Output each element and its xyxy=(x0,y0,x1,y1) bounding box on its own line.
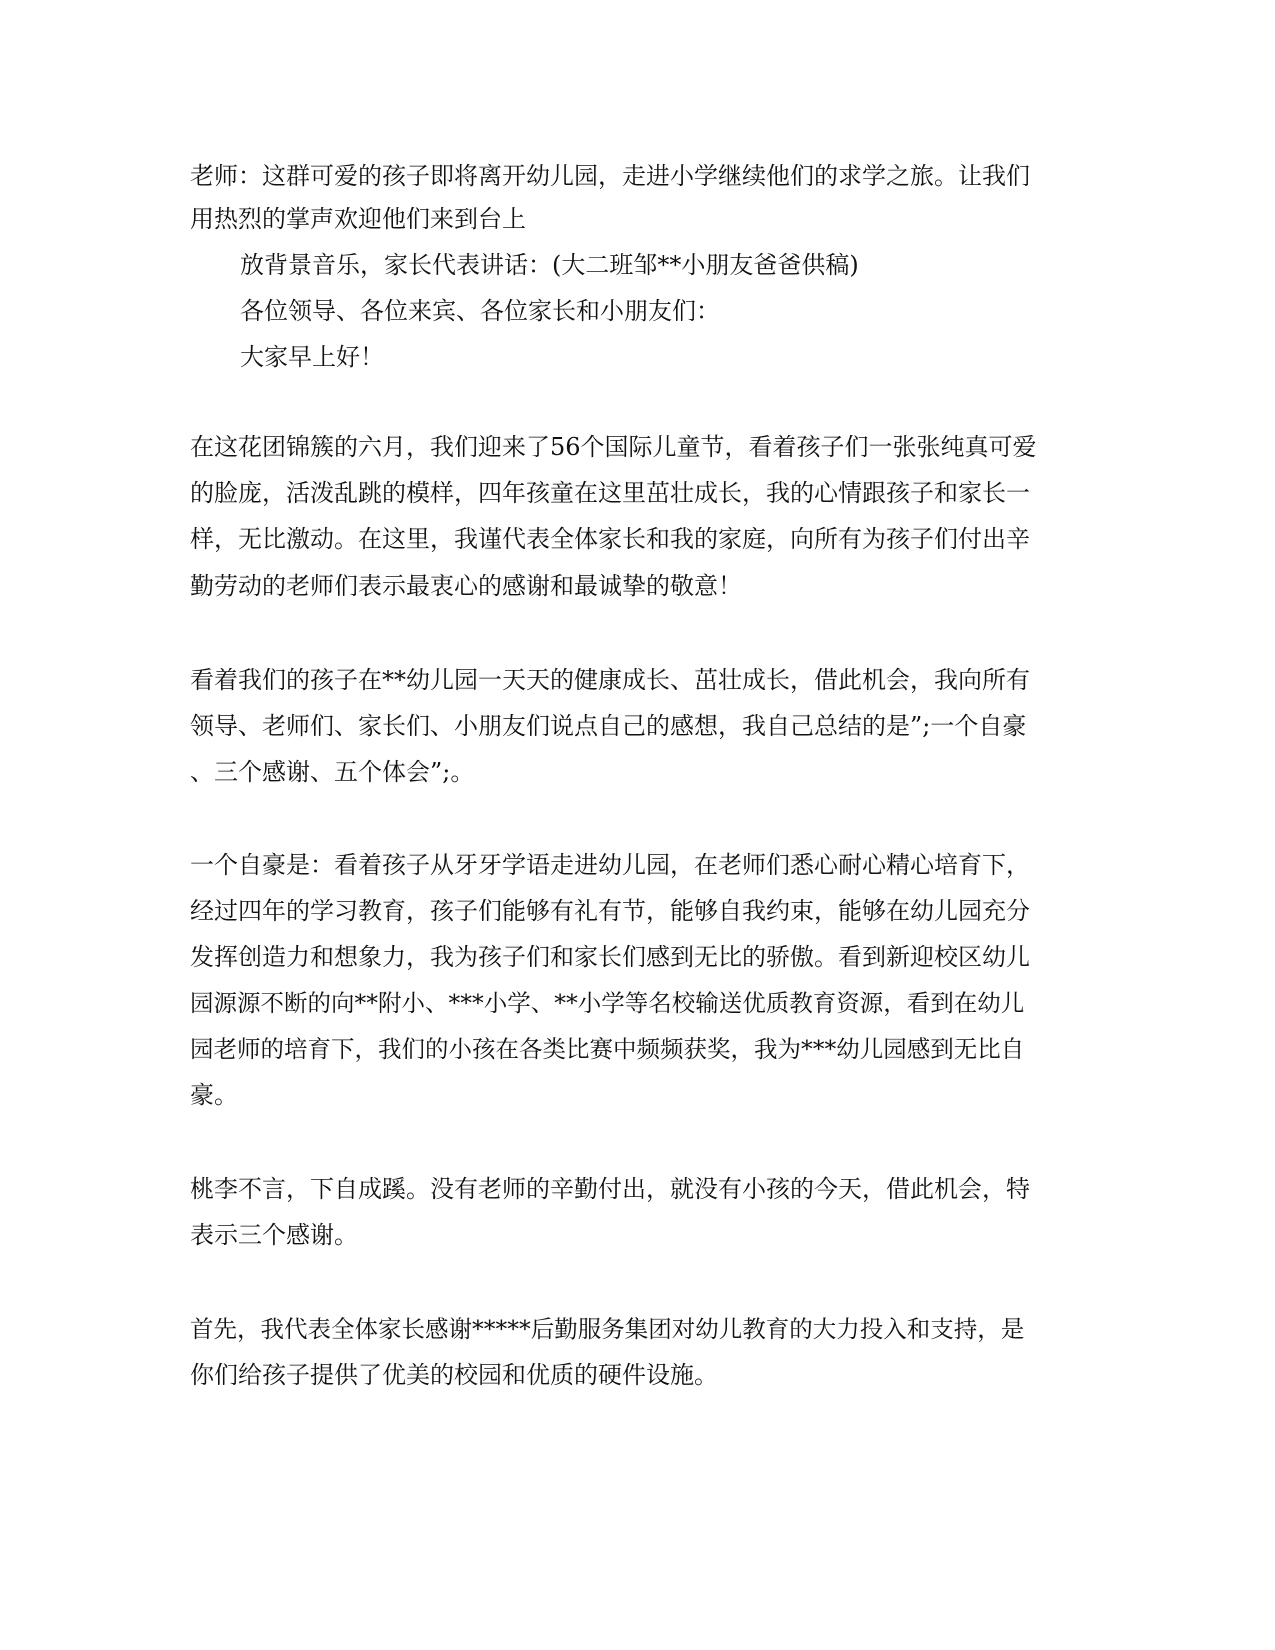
paragraph-line: 园源源不断的向**附小、***小学、**小学等名校输送优质教育资源，看到在幼儿 xyxy=(190,989,1025,1017)
paragraph-line: 首先，我代表全体家长感谢*****后勤服务集团对幼儿教育的大力投入和支持，是 xyxy=(190,1315,1025,1343)
paragraph-line: 领导、老师们、家长们、小朋友们说点自己的感想，我自己总结的是”;一个自豪 xyxy=(190,712,1027,740)
paragraph-line: 的脸庞，活泼乱跳的模样，四年孩童在这里茁壮成长，我的心情跟孩子和家长一 xyxy=(190,479,1030,507)
paragraph-line: 发挥创造力和想象力，我为孩子们和家长们感到无比的骄傲。看到新迎校区幼儿 xyxy=(190,943,1030,971)
paragraph-line: 一个自豪是：看着孩子从牙牙学语走进幼儿园，在老师们悉心耐心精心培育下， xyxy=(190,851,1030,879)
greeting: 大家早上好！ xyxy=(240,343,384,371)
paragraph-line: 看着我们的孩子在**幼儿园一天天的健康成长、茁壮成长，借此机会，我向所有 xyxy=(190,666,1030,694)
salutation: 各位领导、各位来宾、各位家长和小朋友们： xyxy=(240,297,720,325)
paragraph-line: 豪。 xyxy=(190,1081,238,1109)
intro-line: 老师：这群可爱的孩子即将离开幼儿园，走进小学继续他们的求学之旅。让我们 xyxy=(190,162,1030,190)
paragraph-line: 、三个感谢、五个体会”;。 xyxy=(190,758,475,786)
paragraph-line: 表示三个感谢。 xyxy=(190,1221,358,1249)
paragraph-line: 在这花团锦簇的六月，我们迎来了56个国际儿童节，看着孩子们一张张纯真可爱 xyxy=(190,433,1037,461)
paragraph-line: 经过四年的学习教育，孩子们能够有礼有节，能够自我约束，能够在幼儿园充分 xyxy=(190,897,1030,925)
paragraph-line: 桃李不言，下自成蹊。没有老师的辛勤付出，就没有小孩的今天，借此机会，特 xyxy=(190,1175,1030,1203)
paragraph-line: 园老师的培育下，我们的小孩在各类比赛中频频获奖，我为***幼儿园感到无比自 xyxy=(190,1035,1025,1063)
stage-direction: 放背景音乐，家长代表讲话：(大二班邹**小朋友爸爸供稿) xyxy=(240,251,859,279)
intro-line: 用热烈的掌声欢迎他们来到台上 xyxy=(190,205,526,233)
paragraph-line: 你们给孩子提供了优美的校园和优质的硬件设施。 xyxy=(190,1361,718,1389)
paragraph-line: 勤劳动的老师们表示最衷心的感谢和最诚挚的敬意！ xyxy=(190,572,742,600)
paragraph-line: 样，无比激动。在这里，我谨代表全体家长和我的家庭，向所有为孩子们付出辛 xyxy=(190,525,1030,553)
